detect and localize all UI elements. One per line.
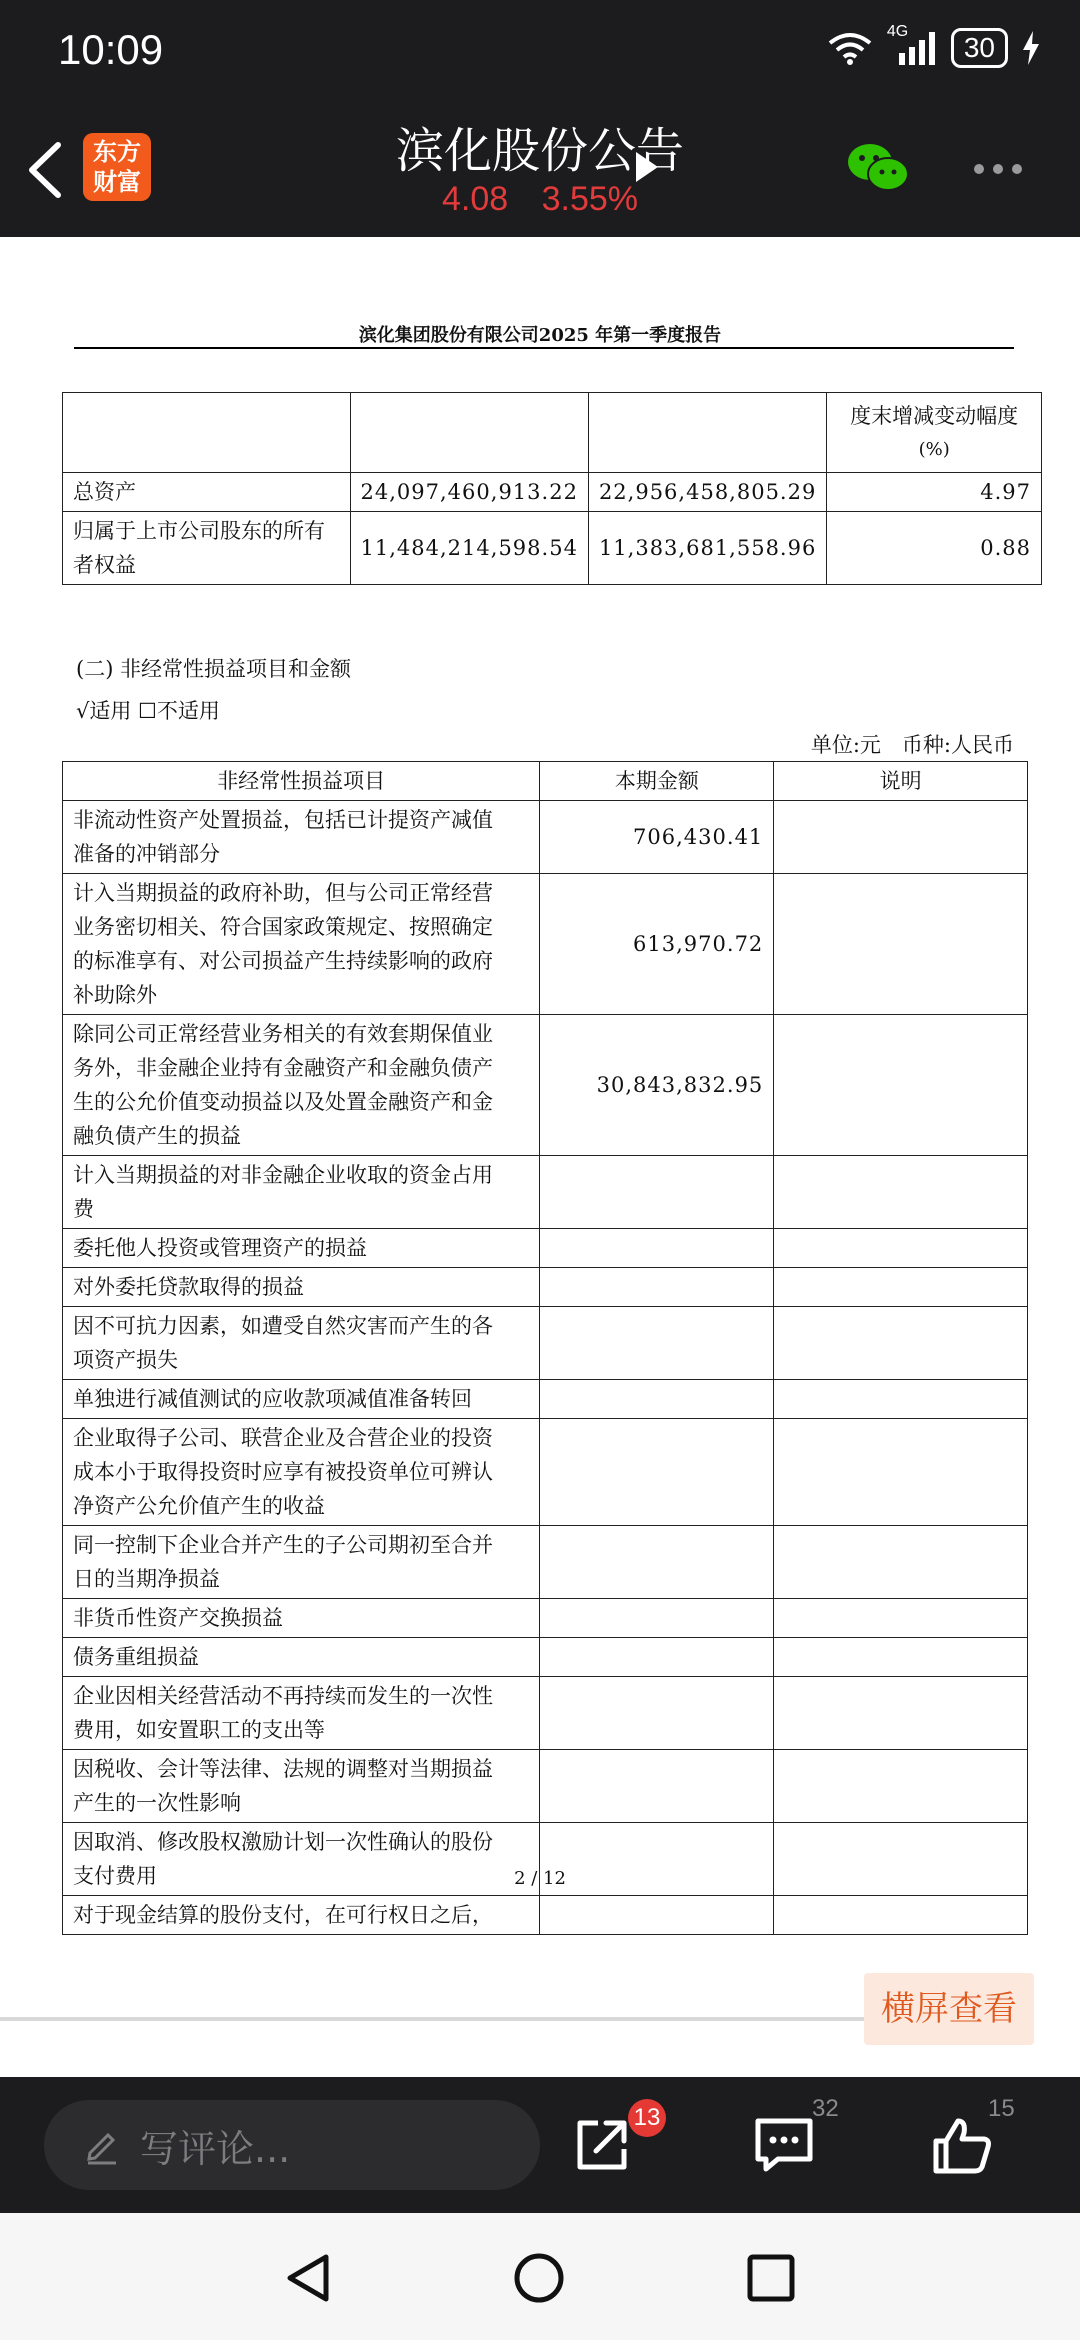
- cell-line: 计入当期损益的对非金融企业收取的资金占用: [73, 1163, 493, 1187]
- pencil-icon: [82, 2125, 122, 2165]
- table-row: [63, 393, 1042, 473]
- stock-change: 3.55%: [541, 180, 639, 218]
- status-time: 10:09: [58, 26, 164, 73]
- table-row: [63, 473, 1042, 512]
- cell-line: 生的公允价值变动损益以及处置金融资产和金: [73, 1090, 493, 1114]
- cell-line: 除同公司正常经营业务相关的有效套期保值业: [73, 1022, 493, 1046]
- table-cell: 11,484,214,598.54: [350, 512, 588, 585]
- cell-line: 因取消、修改股权激励计划一次性确认的股份: [73, 1830, 493, 1854]
- cell-line: 归属于上市公司股东的所有: [73, 519, 325, 543]
- note-cell: [774, 1677, 1028, 1750]
- cell-line: 单独进行减值测试的应收款项减值准备转回: [73, 1387, 472, 1411]
- cell-line: 者权益: [73, 553, 136, 577]
- table-row: [63, 1599, 1028, 1638]
- nav-recents-icon[interactable]: [744, 2251, 798, 2305]
- network-label: 4G: [886, 23, 909, 40]
- more-icon[interactable]: [974, 164, 1022, 174]
- note-cell: [774, 1307, 1028, 1380]
- section-title: (二) 非经常性损益项目和金额: [76, 657, 352, 681]
- stock-quote: [0, 180, 1080, 219]
- table-cell: 总资产: [63, 473, 351, 512]
- item-cell: [63, 1599, 540, 1638]
- item-cell: [63, 1229, 540, 1268]
- table-cell: 22,956,458,805.29: [588, 473, 826, 512]
- comment-count: 32: [812, 2095, 839, 2122]
- like-count: 15: [988, 2095, 1015, 2122]
- table-row: [63, 1896, 1028, 1935]
- table-row: [63, 1156, 1028, 1229]
- column-header: 非经常性损益项目: [63, 762, 540, 801]
- note-cell: [774, 1015, 1028, 1156]
- play-icon[interactable]: [636, 152, 658, 182]
- item-cell: [63, 1526, 540, 1599]
- table-row: [63, 1419, 1028, 1526]
- like-icon[interactable]: [930, 2113, 994, 2177]
- charging-icon: [1022, 31, 1040, 65]
- amount-cell: 613,970.72: [540, 874, 774, 1015]
- item-cell: [63, 801, 540, 874]
- amount-cell: [540, 1156, 774, 1229]
- landscape-view-button[interactable]: 横屏查看: [864, 1973, 1034, 2045]
- cell-line: 因税收、会计等法律、法规的调整对当期损益: [73, 1757, 493, 1781]
- table-row: [63, 512, 1042, 585]
- applicable-marks: √适用 ☐不适用: [76, 699, 220, 723]
- amount-cell: [540, 1229, 774, 1268]
- amount-cell: [540, 1599, 774, 1638]
- cell-line: 债务重组损益: [73, 1645, 199, 1669]
- table-row: [63, 1268, 1028, 1307]
- cell-line: 非流动性资产处置损益，包括已计提资产减值: [73, 808, 493, 832]
- table-row: [63, 1526, 1028, 1599]
- cell-line: 业务密切相关、符合国家政策规定、按照确定: [73, 915, 493, 939]
- item-cell: [63, 1638, 540, 1677]
- item-cell: [63, 1307, 540, 1380]
- amount-cell: [540, 1268, 774, 1307]
- cell-line: 非货币性资产交换损益: [73, 1606, 283, 1630]
- amount-cell: [540, 1307, 774, 1380]
- amount-cell: [540, 1750, 774, 1823]
- amount-cell: [540, 1419, 774, 1526]
- cell-line: 委托他人投资或管理资产的损益: [73, 1236, 367, 1260]
- cell-line: 净资产公允价值产生的收益: [73, 1494, 325, 1518]
- amount-cell: 706,430.41: [540, 801, 774, 874]
- table-row: [63, 1677, 1028, 1750]
- cell-line: 准备的冲销部分: [73, 842, 220, 866]
- table-row: [63, 1229, 1028, 1268]
- signal-icon: [886, 23, 937, 67]
- unit-label: 单位:元 币种:人民币: [810, 733, 1014, 757]
- table-row: [63, 1638, 1028, 1677]
- amount-cell: [540, 1380, 774, 1419]
- table-row: [63, 874, 1028, 1015]
- cell-line: 对外委托贷款取得的损益: [73, 1275, 304, 1299]
- nav-home-icon[interactable]: [512, 2251, 566, 2305]
- table-cell: 11,383,681,558.96: [588, 512, 826, 585]
- item-cell: [63, 1419, 540, 1526]
- status-icons: [827, 23, 1040, 68]
- cell-line: 费用，如安置职工的支出等: [73, 1718, 325, 1742]
- cell-line: 计入当期损益的政府补助，但与公司正常经营: [73, 881, 493, 905]
- header-cell-line: 度末增减变动幅度: [850, 403, 1019, 428]
- wifi-icon: [827, 31, 873, 65]
- table-row: [63, 1380, 1028, 1419]
- amount-cell: [540, 1638, 774, 1677]
- logo-line-2: 财富: [93, 168, 141, 196]
- balance-table: [62, 392, 1042, 585]
- battery-indicator: 30: [951, 28, 1008, 68]
- wechat-icon[interactable]: [846, 140, 910, 196]
- note-cell: [774, 1380, 1028, 1419]
- column-header: 说明: [774, 762, 1028, 801]
- item-cell: [63, 874, 540, 1015]
- document-view[interactable]: [0, 237, 1080, 2077]
- table-cell: 4.97: [827, 473, 1042, 512]
- note-cell: [774, 1156, 1028, 1229]
- cell-line: 成本小于取得投资时应享有被投资单位可辨认: [73, 1460, 493, 1484]
- note-cell: [774, 1419, 1028, 1526]
- cell-line: 补助除外: [73, 983, 157, 1007]
- cell-line: 对于现金结算的股份支付，在可行权日之后，: [73, 1903, 493, 1927]
- page-title: 滨化股份公告: [395, 123, 684, 179]
- cell-line: 支付费用: [73, 1864, 157, 1888]
- note-cell: [774, 801, 1028, 874]
- amount-cell: [540, 1896, 774, 1935]
- cell-line: 企业因相关经营活动不再持续而发生的一次性: [73, 1684, 493, 1708]
- item-cell: [63, 1268, 540, 1307]
- divider: [0, 2017, 864, 2021]
- note-cell: [774, 1268, 1028, 1307]
- note-cell: [774, 1896, 1028, 1935]
- cell-line: 费: [73, 1197, 94, 1221]
- note-cell: [774, 1526, 1028, 1599]
- item-cell: [63, 1896, 540, 1935]
- amount-cell: [540, 1677, 774, 1750]
- table-cell: 24,097,460,913.22: [350, 473, 588, 512]
- comment-placeholder: 写评论...: [140, 2126, 291, 2171]
- note-cell: [774, 1638, 1028, 1677]
- page-indicator: 2 / 12: [514, 1868, 566, 1889]
- nav-back-icon[interactable]: [282, 2251, 336, 2305]
- nonrecurring-table: [62, 761, 1028, 1935]
- cell-line: 的标准享有、对公司损益产生持续影响的政府: [73, 949, 493, 973]
- cell-line: 项资产损失: [73, 1348, 178, 1372]
- top-bar: [0, 0, 1080, 237]
- item-cell: [63, 1015, 540, 1156]
- item-cell: [63, 1380, 540, 1419]
- cell-line: 务外，非金融企业持有金融资产和金融负债产: [73, 1056, 493, 1080]
- table-row: [63, 1307, 1028, 1380]
- doc-header: 滨化集团股份有限公司2025 年第一季度报告: [358, 325, 722, 346]
- header-cell-line: (%): [918, 438, 950, 460]
- comment-icon[interactable]: [752, 2113, 816, 2177]
- cell-line: 因不可抗力因素，如遭受自然灾害而产生的各: [73, 1314, 493, 1338]
- amount-cell: 30,843,832.95: [540, 1015, 774, 1156]
- cell-line: 产生的一次性影响: [73, 1791, 241, 1815]
- note-cell: [774, 874, 1028, 1015]
- table-row: [63, 1750, 1028, 1823]
- amount-cell: [540, 1526, 774, 1599]
- cell-line: 日的当期净损益: [73, 1567, 220, 1591]
- cell-line: 融负债产生的损益: [73, 1124, 241, 1148]
- table-cell: 0.88: [827, 512, 1042, 585]
- column-header: 本期金额: [540, 762, 774, 801]
- cell-line: 同一控制下企业合并产生的子公司期初至合并: [73, 1533, 493, 1557]
- item-cell: [63, 1750, 540, 1823]
- table-row: [63, 1015, 1028, 1156]
- note-cell: [774, 1229, 1028, 1268]
- table-header-row: [63, 762, 1028, 801]
- note-cell: [774, 1750, 1028, 1823]
- share-badge: 13: [628, 2099, 666, 2137]
- cell-line: 企业取得子公司、联营企业及合营企业的投资: [73, 1426, 493, 1450]
- item-cell: [63, 1677, 540, 1750]
- note-cell: [774, 1599, 1028, 1638]
- share-icon[interactable]: [570, 2113, 634, 2177]
- table-row: [63, 801, 1028, 874]
- item-cell: [63, 1156, 540, 1229]
- comment-input[interactable]: [44, 2100, 540, 2190]
- logo-line-1: 东方: [93, 138, 141, 166]
- stock-price: 4.08: [441, 180, 509, 218]
- system-nav-bar: [0, 2213, 1080, 2340]
- comment-bar: [0, 2077, 1080, 2213]
- doc-header-rule: [74, 347, 1014, 349]
